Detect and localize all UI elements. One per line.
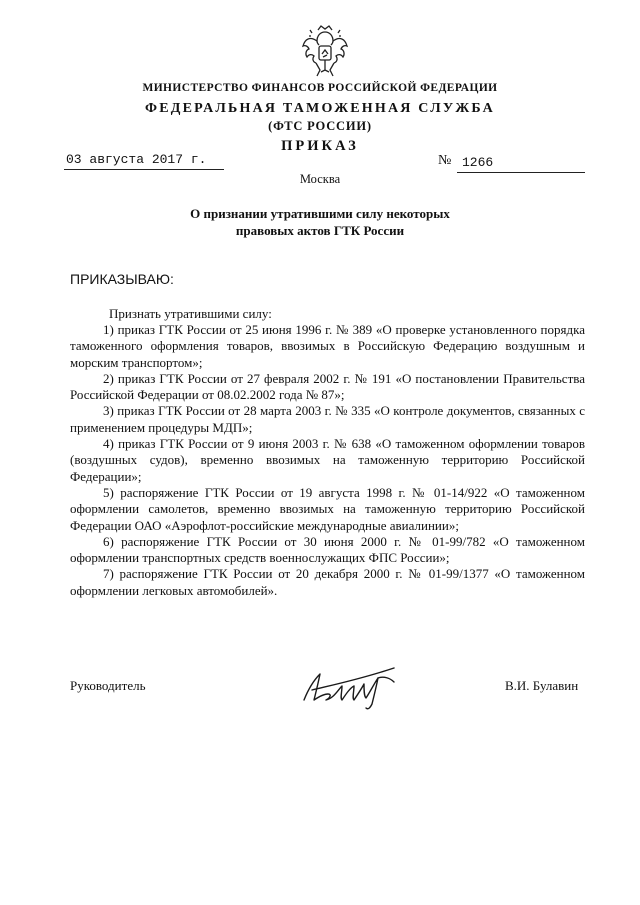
date-underline [64, 169, 224, 170]
list-item: 4) приказ ГТК России от 9 июня 2003 г. № 638 «О таможенном оформлении товаров (воздушных судов), временно ввозимых на таможенную территорию Российской Федерации»; [70, 436, 585, 484]
document-type: ПРИКАЗ [281, 138, 359, 154]
number-sign: № [438, 153, 452, 168]
signatory-role: Руководитель [70, 678, 146, 693]
order-number: 1266 [462, 155, 494, 170]
list-item: 3) приказ ГТК России от 28 марта 2003 г. № 335 «О контроле документов, связанных с применением процедуры МДП»; [70, 403, 585, 435]
order-date: 03 августа 2017 г. [66, 152, 207, 167]
service-short-name: (ФТС РОССИИ) [268, 119, 372, 133]
list-item: 5) распоряжение ГТК России от 19 августа 1998 г. № 01-14/922 «О таможенном оформлении самолетов, временно ввозимых на таможенную территорию Российской Федерации ОАО «Аэрофлот-российские международные авиалинии»; [70, 484, 585, 533]
title-line-1: О признании утратившими силу некоторых [190, 206, 450, 221]
repealed-acts-list [70, 322, 585, 599]
service-heading: ФЕДЕРАЛЬНАЯ ТАМОЖЕННАЯ СЛУЖБА [145, 101, 495, 116]
order-title [0, 205, 640, 239]
title-line-2: правовых актов ГТК России [235, 223, 405, 238]
order-intro: Признать утратившими силу: [109, 306, 272, 321]
signatory-name: В.И. Булавин [505, 678, 579, 693]
handwritten-signature [298, 660, 410, 712]
list-item: 6) распоряжение ГТК России от 30 июня 2000 г. № 01-99/782 «О таможенном оформлении транспортных средств военнослужащих ФПС России»; [70, 533, 585, 566]
list-item: 7) распоряжение ГТК России от 20 декабря 2000 г. № 01-99/1377 «О таможенном оформлении легковых автомобилей». [70, 566, 585, 598]
list-item: 2) приказ ГТК России от 27 февраля 2002 г. № 191 «О постановлении Правительства Российской Федерации от 08.02.2002 года № 87»; [70, 370, 585, 403]
ministry-heading: МИНИСТЕРСТВО ФИНАНСОВ РОССИЙСКОЙ ФЕДЕРАЦИИ [142, 82, 498, 94]
city-label: Москва [299, 172, 341, 186]
list-item: 1) приказ ГТК России от 25 июня 1996 г. № 389 «О проверке установленного порядка таможенного оформления товаров, ввозимых в Российскую Федерацию воздушным и морским транспортом»; [70, 322, 585, 370]
order-word: ПРИКАЗЫВАЮ: [70, 271, 174, 287]
russian-coat-of-arms-icon [300, 24, 350, 80]
